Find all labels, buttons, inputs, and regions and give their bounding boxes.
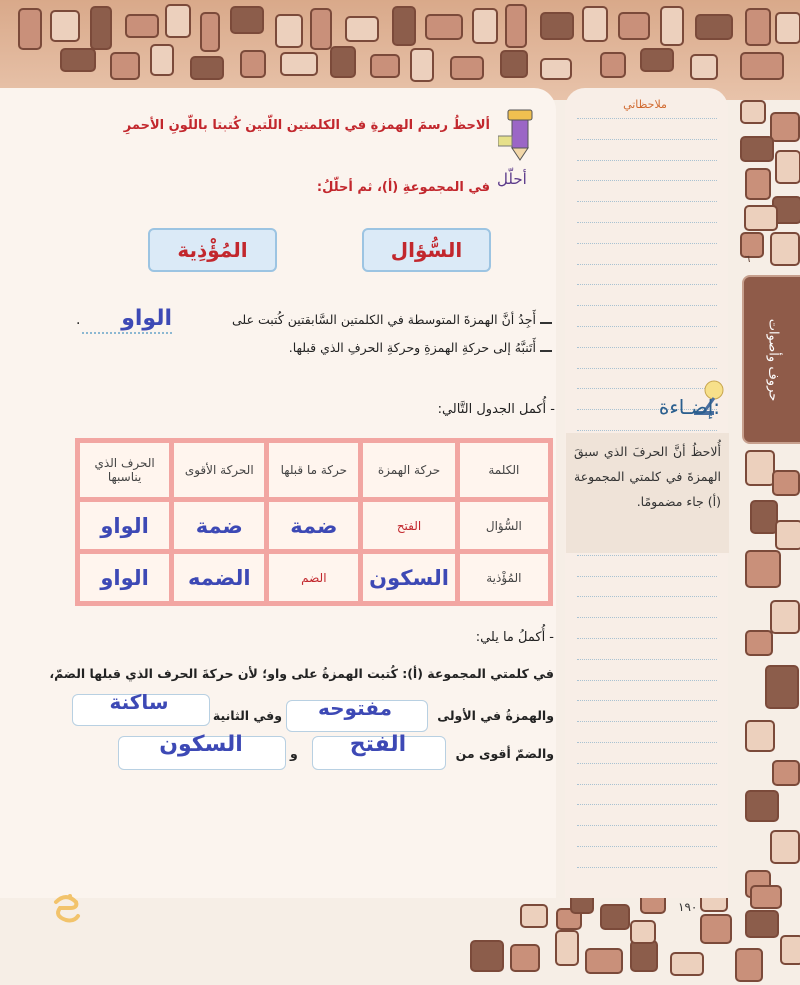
note-line	[577, 160, 717, 161]
table-cell-answer[interactable]: الواو	[80, 554, 169, 601]
decorative-tile	[190, 56, 224, 80]
note-line	[577, 700, 717, 701]
table-header-row	[80, 443, 548, 497]
decorative-tile	[345, 16, 379, 42]
decorative-tile	[660, 6, 684, 46]
complete-line2-b: وفي الثانية	[212, 708, 282, 723]
note-line	[577, 284, 717, 285]
decorative-tile	[555, 930, 579, 966]
answer-1: مفتوحه	[317, 696, 393, 720]
note-line	[577, 784, 717, 785]
table-cell-word: السُّؤال	[460, 502, 548, 549]
decorative-tile	[740, 100, 766, 124]
decorative-tile	[745, 8, 771, 46]
note-line	[577, 596, 717, 597]
decorative-tile	[330, 46, 356, 78]
decorative-tile	[780, 935, 800, 965]
decorative-tile	[775, 150, 800, 184]
decorative-tile	[50, 10, 80, 42]
note-line	[577, 867, 717, 868]
note-line	[577, 368, 717, 369]
decorative-tile	[370, 54, 400, 78]
word-card-2: المُؤْذِية	[148, 228, 277, 272]
decorative-tile	[310, 8, 332, 50]
table-header-cell: الحركة الأقوى	[174, 443, 264, 497]
decorative-tile	[630, 940, 658, 972]
note-line	[577, 846, 717, 847]
note-line	[577, 430, 717, 431]
table-instruction: - أُكمل الجدول التَّالي:	[437, 402, 555, 417]
analyze-instruction-line2: في المجموعةِ (أ)، ثم أحلّلُ:	[316, 180, 490, 195]
decorative-tile	[410, 48, 434, 82]
decorative-tile	[470, 940, 504, 972]
analyze-instruction-line1: ألاحظُ رسمَ الهمزةِ في الكلمتين اللّتين كُتبتا باللّونِ الأحمرِ	[123, 118, 490, 133]
analyze-label: أحلّل	[497, 170, 527, 188]
decorative-tile	[505, 4, 527, 48]
decorative-tile	[230, 6, 264, 34]
decorative-tile	[744, 205, 778, 231]
decorative-tile	[772, 760, 800, 786]
decorative-tile	[450, 56, 484, 80]
decorative-tile	[735, 948, 763, 982]
decorative-tile	[745, 720, 775, 752]
table-row	[80, 554, 548, 601]
note-line	[577, 680, 717, 681]
chapter-side-label: حروف وأصوات	[765, 318, 781, 401]
decorative-tile	[110, 52, 140, 80]
decorative-tile	[425, 14, 463, 40]
note-line	[577, 243, 717, 244]
decorative-tile	[585, 948, 623, 974]
complete-line3-a: والضمّ أقوى من	[455, 746, 554, 761]
complete-line2-a: والهمزةُ في الأولى	[437, 708, 554, 723]
table-cell: الضم	[269, 554, 358, 601]
table-cell-answer[interactable]: ضمة	[269, 502, 358, 549]
notes-title: ملاحظاتي	[623, 98, 667, 111]
answer-2: ساكنة	[109, 690, 169, 714]
decorative-tile	[745, 910, 779, 938]
table-cell-word: المُؤْذية	[460, 554, 548, 601]
decorative-tile	[745, 630, 773, 656]
bullet-1-answer: الواو	[121, 306, 172, 331]
note-line	[577, 763, 717, 764]
table-header-cell: الكلمة	[460, 443, 548, 497]
answer-3: الفتح	[349, 732, 407, 757]
decorative-tile	[770, 232, 800, 266]
decorative-tile	[60, 48, 96, 72]
decorative-tile	[500, 50, 528, 78]
decorative-tile	[770, 112, 800, 142]
note-line	[577, 617, 717, 618]
decorative-tile	[745, 790, 779, 822]
note-line	[577, 222, 717, 223]
note-line	[577, 264, 717, 265]
table-header-cell: الحرف الذي يناسبها	[80, 443, 169, 497]
note-line	[577, 118, 717, 119]
bullet-dash-1	[540, 322, 552, 324]
decorative-tile	[240, 50, 266, 78]
decorative-tile	[770, 830, 800, 864]
note-line	[577, 180, 717, 181]
note-line	[577, 721, 717, 722]
decorative-tile	[745, 550, 781, 588]
decorative-tile	[600, 52, 626, 78]
note-line	[577, 638, 717, 639]
decorative-tile	[775, 12, 800, 44]
side-page-number: ٦	[745, 254, 751, 265]
decorative-tile	[90, 6, 112, 50]
decorative-tile	[750, 500, 778, 534]
note-line	[577, 576, 717, 577]
note-line	[577, 825, 717, 826]
decorative-tile	[765, 665, 799, 709]
table-cell-answer[interactable]: الضمه	[174, 554, 264, 601]
publisher-logo-icon	[48, 888, 84, 928]
decorative-tile	[630, 920, 656, 944]
answer-4: السكون	[159, 732, 243, 757]
table-header-cell: حركة الهمزة	[363, 443, 454, 497]
decorative-tile	[165, 4, 191, 38]
decorative-tile	[150, 44, 174, 76]
decorative-tile	[690, 54, 718, 80]
bullet-2-text: أَتَنبَّهُ إلى حركةِ الهمزةِ وحركةِ الحرفِ الذي قبلها.	[288, 340, 536, 355]
note-line	[577, 555, 717, 556]
table-cell-answer[interactable]: ضمة	[174, 502, 264, 549]
decorative-tile	[510, 944, 540, 972]
table-row	[80, 502, 548, 549]
table-header-cell: حركة ما قبلها	[269, 443, 358, 497]
table-cell-answer[interactable]: السكون	[363, 554, 454, 601]
chapter-side-tab	[742, 275, 800, 444]
decorative-tile	[700, 914, 732, 944]
decorative-tile	[772, 470, 800, 496]
decorative-tile	[600, 904, 630, 930]
decorative-tile	[695, 14, 733, 40]
bullet-1-answer-line	[82, 332, 172, 334]
note-line	[577, 305, 717, 306]
complete-line1: في كلمتي المجموعة (أ): كُتبت الهمزةُ على واو؛ لأن حركةَ الحرف الذي قبلها الضمّ،	[49, 666, 554, 681]
table-cell: الفتح	[363, 502, 454, 549]
decorative-tile	[775, 520, 800, 550]
note-line	[577, 659, 717, 660]
decorative-tile	[582, 6, 608, 42]
decorative-tile	[740, 232, 764, 258]
decorative-tile	[275, 14, 303, 48]
decorative-tile	[740, 52, 784, 80]
decorative-tile	[640, 48, 674, 72]
decorative-tile	[618, 12, 650, 40]
bullet-dash-2	[540, 350, 552, 352]
note-line	[577, 201, 717, 202]
table-cell-answer[interactable]: الواو	[80, 502, 169, 549]
bullet-1-period: .	[76, 312, 81, 328]
decorative-tile	[745, 168, 771, 200]
complete-title: - أُكملُ ما يلي:	[475, 630, 554, 645]
decorative-tile	[540, 12, 574, 40]
page-number: ١٩٠	[678, 900, 698, 914]
decorative-tile	[540, 58, 572, 80]
decorative-tile	[472, 8, 498, 44]
analyze-pencil-icon	[498, 108, 540, 163]
decorative-tile	[670, 952, 704, 976]
note-line	[577, 742, 717, 743]
note-line	[577, 347, 717, 348]
decorative-tile	[280, 52, 318, 76]
decorative-tile	[750, 885, 782, 909]
decorative-tile	[392, 6, 416, 46]
note-line	[577, 326, 717, 327]
idaa-box	[566, 433, 729, 553]
decorative-tile	[125, 14, 159, 38]
decorative-tile	[200, 12, 220, 52]
completion-table	[75, 438, 553, 606]
bullet-1-text: أَجِدُ أنَّ الهمزةَ المتوسطة في الكلمتين السَّابقتين كُتبت على	[232, 312, 536, 327]
decorative-tile	[770, 600, 800, 634]
decorative-tile	[745, 450, 775, 486]
idaa-title: إضـاءة:	[658, 395, 720, 419]
decorative-tile	[740, 136, 774, 162]
decorative-tile	[18, 8, 42, 50]
word-card-1: السُّؤال	[362, 228, 491, 272]
note-line	[577, 139, 717, 140]
complete-line3-b: و	[290, 746, 298, 761]
idaa-text: أُلاحظُ أنَّ الحرفَ الذي سبقَ الهمزةَ في كلمتي المجموعة (أ) جاء مضمومًا.	[574, 444, 721, 509]
decorative-tile	[520, 904, 548, 928]
note-line	[577, 804, 717, 805]
